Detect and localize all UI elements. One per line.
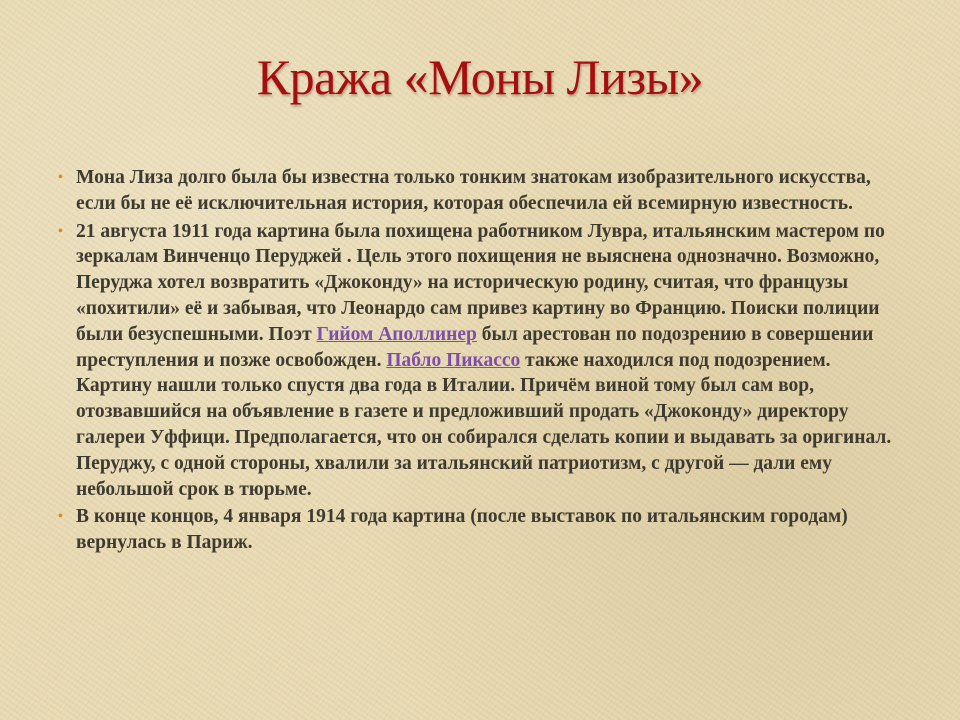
bullet-dot-icon: •	[58, 170, 63, 185]
bullet-dot-icon: •	[58, 509, 63, 525]
bullet-item-intro	[58, 165, 908, 217]
bullet-text: Мона Лиза долго была бы известна только тонким знатокам изобразительного искусства, если бы не её исключительная история, которая обеспечила ей всемирную известность.	[76, 167, 871, 214]
slide-title: Кража «Моны Лизы»	[256, 49, 704, 105]
picasso-link[interactable]: Пабло Пикассо	[386, 349, 521, 371]
bullet-text-part: также находился под подозрением. Картину нашли только спустя два года в Италии. Причём виной тому был сам вор, отозвавшийся на объявление в газете и предложивший продать «Джоконду» директору галереи Уффици. Предполагается, что он собирался сделать копии и выдавать за оригинал. Перуджу, с одной стороны, хвалили за итальянский патриотизм, с другой — дали ему небольшой срок в тюрьме.	[76, 349, 892, 500]
bullet-item-return	[58, 504, 908, 556]
bullet-item-theft	[58, 219, 908, 503]
bullet-text-part: был арестован по подозрению в совершении преступления и позже освобожден.	[76, 323, 874, 371]
bullet-dot-icon: •	[58, 223, 63, 239]
bullet-text: В конце концов, 4 января 1914 года картина (после выставок по итальянским городам) вернулась в Париж.	[76, 506, 848, 554]
bullet-list	[58, 165, 908, 558]
bullet-text-part: 21 августа 1911 года картина была похищена работником Лувра, итальянским мастером по зеркалам Винченцо Перуджей . Цель этого похищения не выяснена однозначно. Возможно, Перуджа хотел возвратить «Джоконду» на историческую родину, считая, что французы «похитили» её и забывая, что Леонардо сам привез картину во Францию. Поиски полиции были безуспешными. Поэт	[76, 220, 885, 345]
apollinaire-link[interactable]: Гийом Аполлинер	[316, 323, 477, 345]
